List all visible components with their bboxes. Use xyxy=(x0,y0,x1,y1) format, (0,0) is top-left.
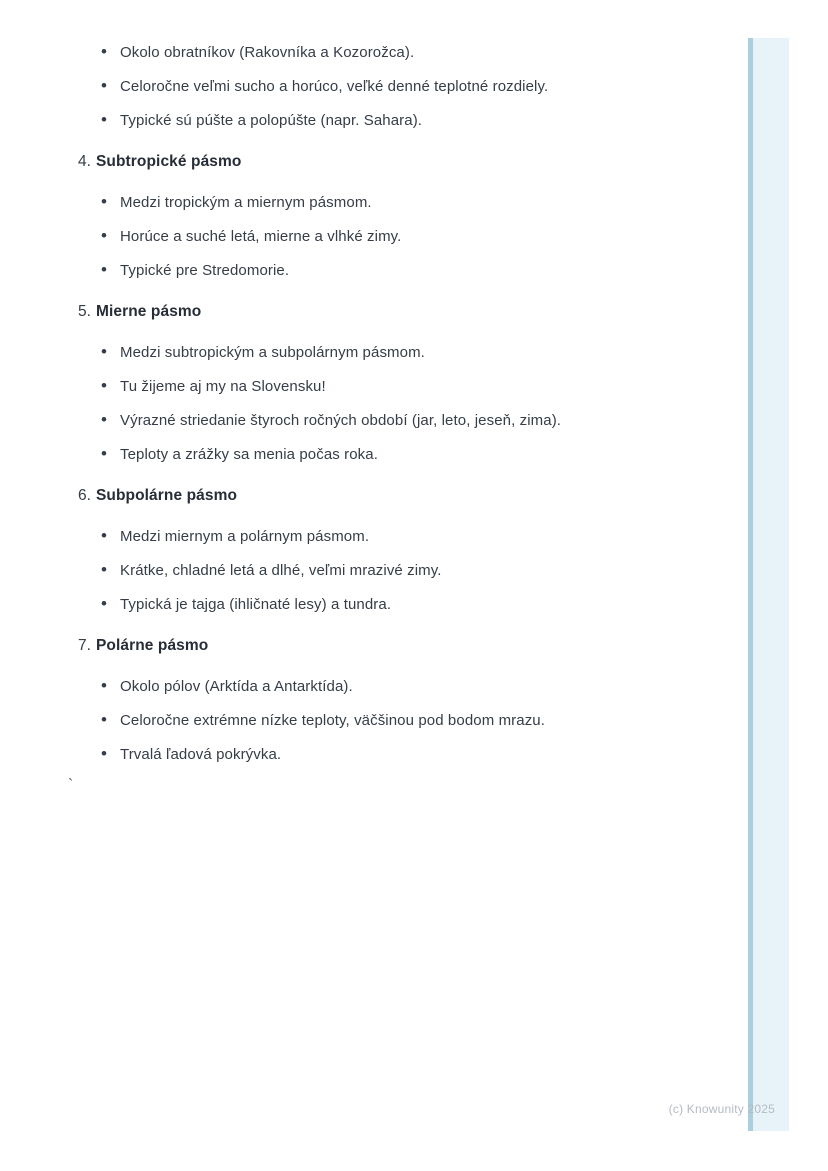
list-item-text: Trvalá ľadová pokrývka. xyxy=(120,746,282,763)
list-item-text: Typické pre Stredomorie. xyxy=(120,262,290,279)
list-item xyxy=(78,410,693,431)
list-item xyxy=(78,192,693,213)
section-subtropicke-pasmo xyxy=(78,151,693,281)
list-item-text: Tu žijeme aj my na Slovensku! xyxy=(120,378,326,395)
section-title: Mierne pásmo xyxy=(95,303,202,320)
list-item-text: Medzi subtropickým a subpolárnym pásmom. xyxy=(120,344,425,361)
bullet-icon: • xyxy=(101,560,108,579)
list-item xyxy=(78,594,693,615)
section-title: Subtropické pásmo xyxy=(95,153,242,170)
list-item-text: Okolo pólov (Arktída a Antarktída). xyxy=(120,678,353,695)
list-item xyxy=(78,744,693,765)
list-item-text: Výrazné striedanie štyroch ročných období (jar, leto, jeseň, zima). xyxy=(120,412,562,429)
list-item xyxy=(78,42,693,63)
section-bullet-list xyxy=(78,676,693,765)
section-heading xyxy=(78,301,693,322)
section-heading xyxy=(78,485,693,506)
list-item xyxy=(78,342,693,363)
list-item-text: Krátke, chladné letá a dlhé, veľmi mrazivé zimy. xyxy=(120,562,442,579)
list-item-text: Typická je tajga (ihličnaté lesy) a tundra. xyxy=(120,596,392,613)
list-item-text: Teploty a zrážky sa menia počas roka. xyxy=(120,446,378,463)
section-bullet-list xyxy=(78,192,693,281)
bullet-icon: • xyxy=(101,594,108,613)
list-item xyxy=(78,560,693,581)
section-title: Polárne pásmo xyxy=(95,637,209,654)
bullet-icon: • xyxy=(101,342,108,361)
section-number: 4. xyxy=(78,153,91,170)
section-subpolarne-pasmo xyxy=(78,485,693,615)
list-item xyxy=(78,260,693,281)
section-heading xyxy=(78,151,693,172)
bullet-icon: • xyxy=(101,744,108,763)
list-item-text: Celoročne extrémne nízke teploty, väčšinou pod bodom mrazu. xyxy=(120,712,546,729)
list-item xyxy=(78,376,693,397)
list-item xyxy=(78,710,693,731)
section-number: 7. xyxy=(78,637,91,654)
bullet-icon: • xyxy=(101,710,108,729)
list-item xyxy=(78,226,693,247)
stray-character: ` xyxy=(68,777,74,794)
bullet-icon: • xyxy=(101,226,108,245)
list-item-text: Medzi tropickým a miernym pásmom. xyxy=(120,194,372,211)
bullet-icon: • xyxy=(101,192,108,211)
section-title: Subpolárne pásmo xyxy=(95,487,238,504)
intro-bullet-list xyxy=(78,42,693,131)
bullet-icon: • xyxy=(101,376,108,395)
section-number: 6. xyxy=(78,487,91,504)
list-item xyxy=(78,676,693,697)
list-item-text: Typické sú púšte a polopúšte (napr. Sahara). xyxy=(120,112,423,129)
section-bullet-list xyxy=(78,526,693,615)
bullet-icon: • xyxy=(101,42,108,61)
section-polarne-pasmo xyxy=(78,635,693,765)
bullet-icon: • xyxy=(101,260,108,279)
list-item xyxy=(78,444,693,465)
bullet-icon: • xyxy=(101,676,108,695)
list-item xyxy=(78,76,693,97)
list-item-text: Okolo obratníkov (Rakovníka a Kozorožca). xyxy=(120,44,415,61)
list-item-text: Horúce a suché letá, mierne a vlhké zimy. xyxy=(120,228,402,245)
copyright-notice: (c) Knowunity 2025 xyxy=(668,1102,775,1116)
section-heading xyxy=(78,635,693,656)
bullet-icon: • xyxy=(101,410,108,429)
bullet-icon: • xyxy=(101,110,108,129)
bullet-icon: • xyxy=(101,76,108,95)
bullet-icon: • xyxy=(101,526,108,545)
section-bullet-list xyxy=(78,342,693,465)
section-mierne-pasmo xyxy=(78,301,693,465)
list-item xyxy=(78,110,693,131)
notes-content xyxy=(78,42,693,765)
bullet-icon: • xyxy=(101,444,108,463)
list-item-text: Medzi miernym a polárnym pásmom. xyxy=(120,528,370,545)
section-number: 5. xyxy=(78,303,91,320)
list-item-text: Celoročne veľmi sucho a horúco, veľké denné teplotné rozdiely. xyxy=(120,78,549,95)
list-item xyxy=(78,526,693,547)
page-edge-decoration xyxy=(748,38,789,1131)
